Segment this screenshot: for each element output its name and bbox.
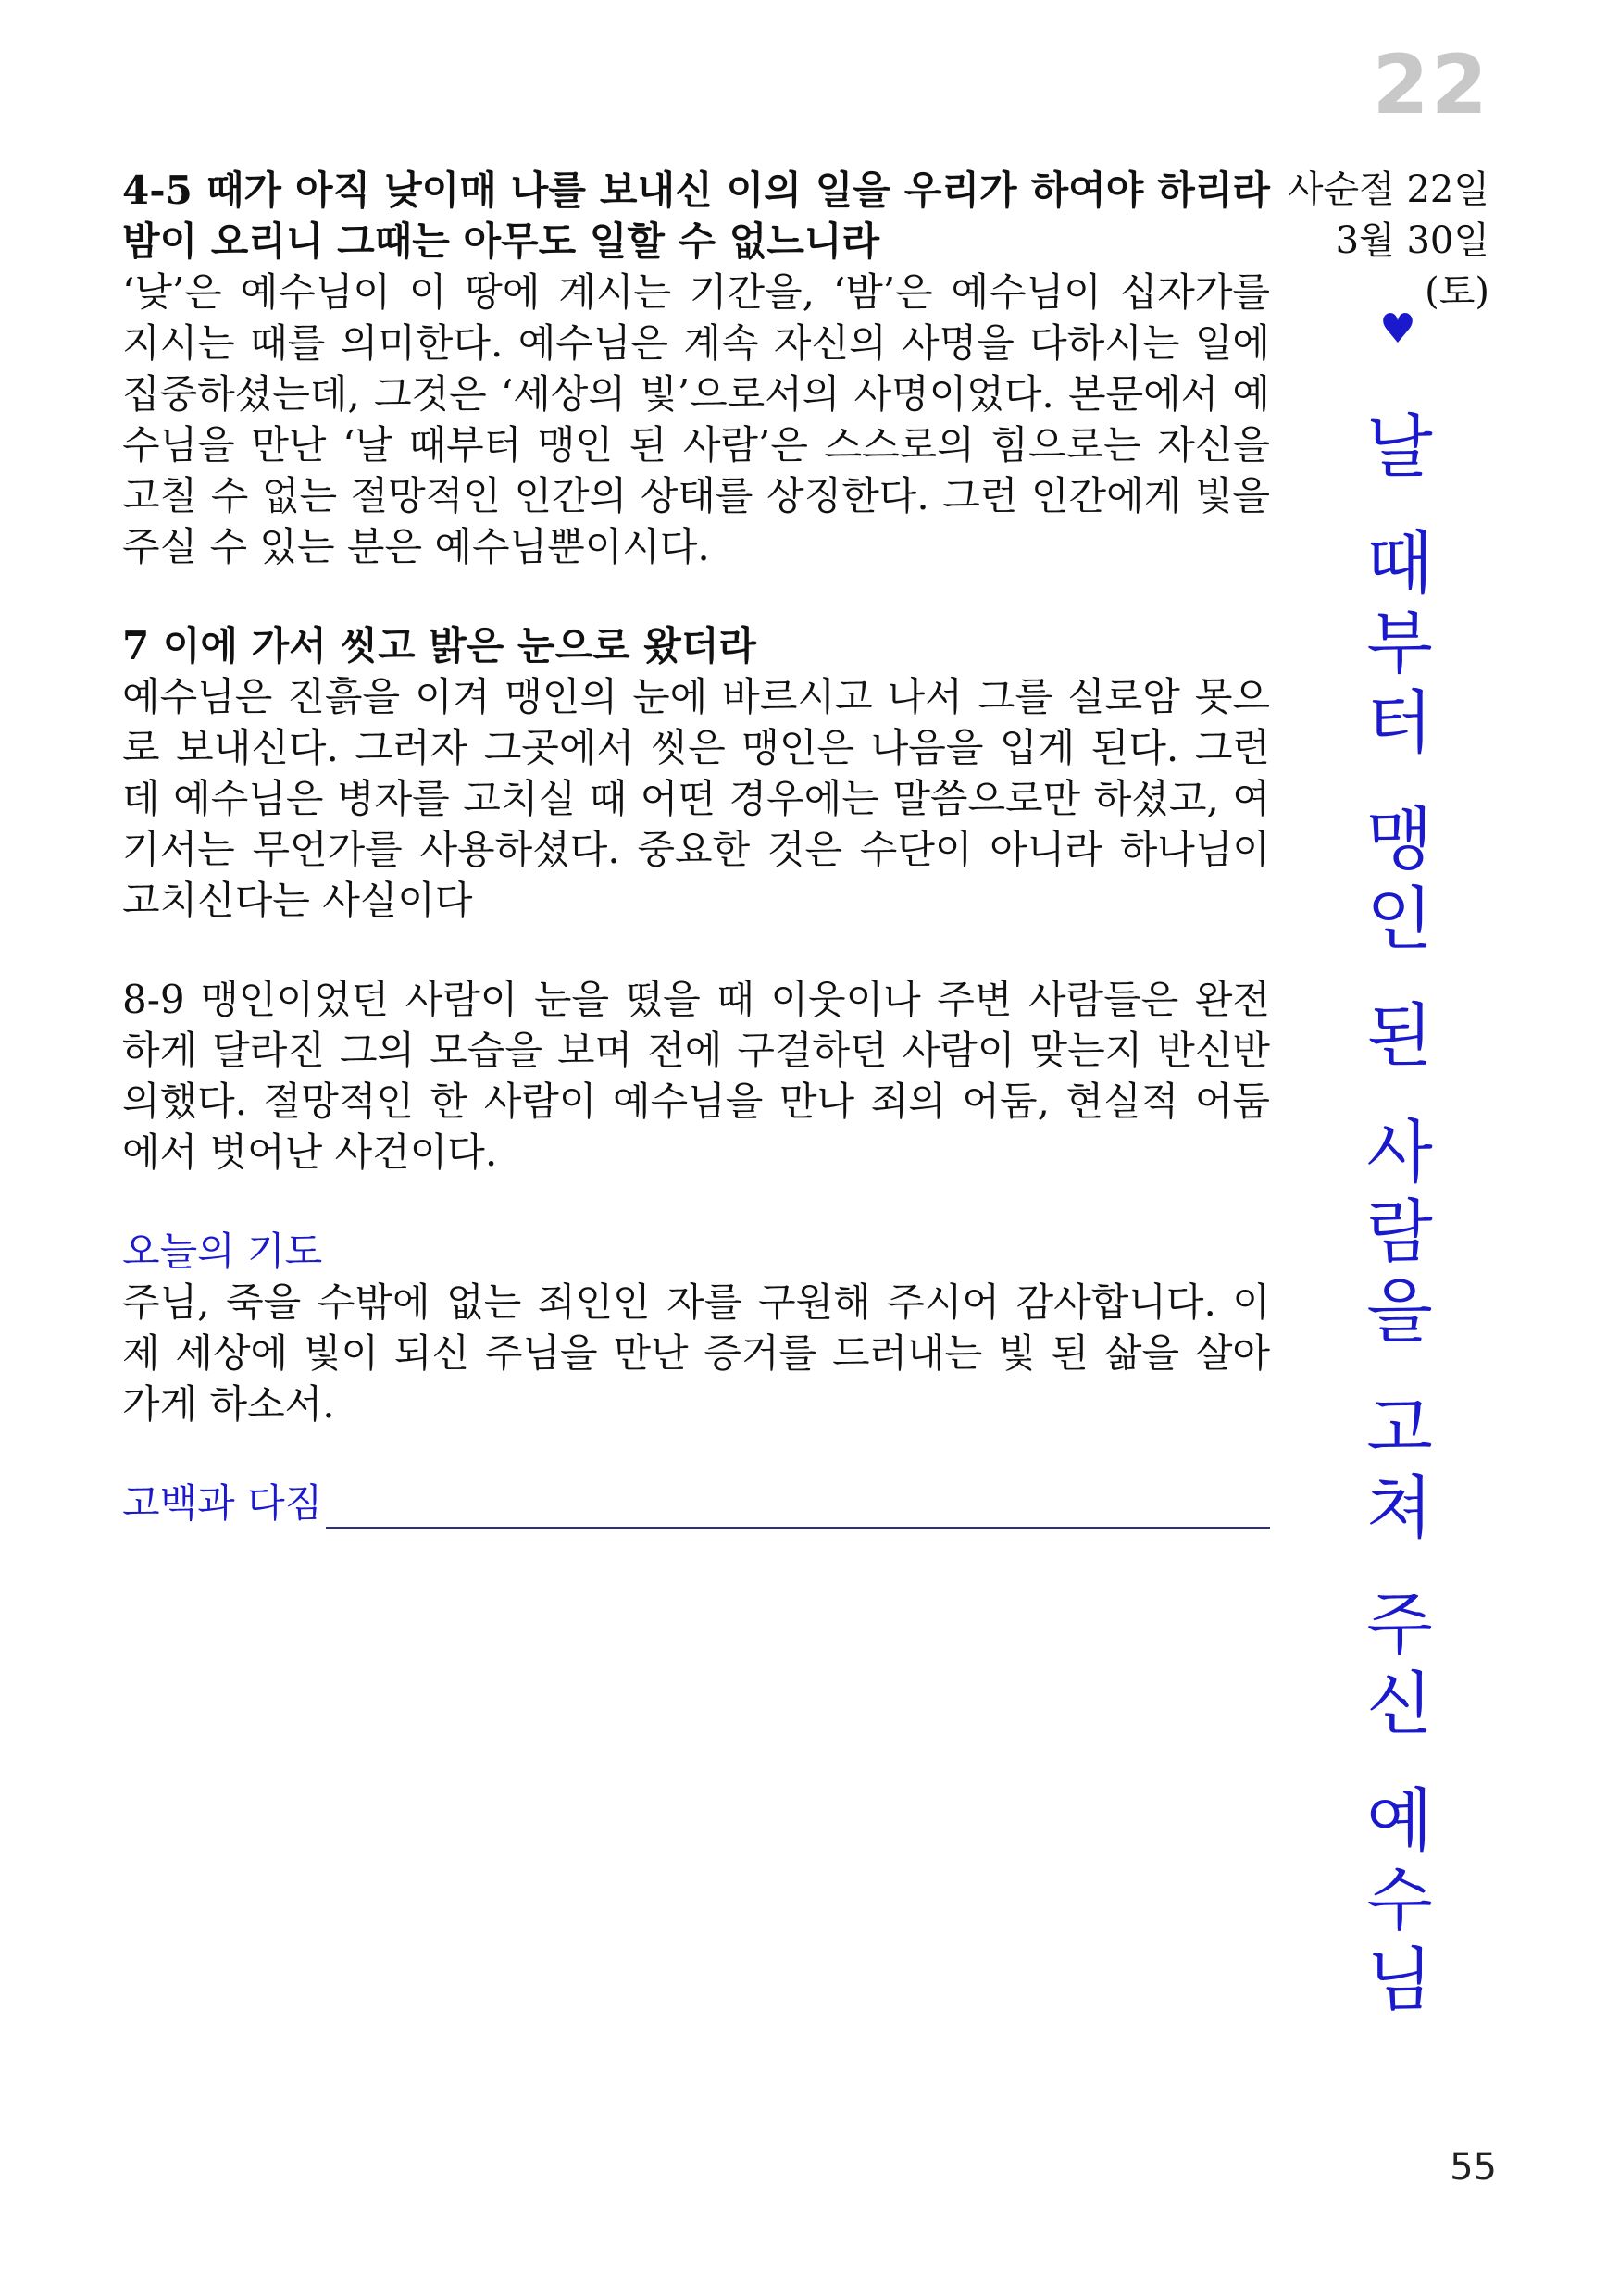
title-word <box>1344 996 1455 1076</box>
confession-write-line[interactable] <box>326 1486 1270 1529</box>
heart-icon: ♥ <box>1379 306 1416 353</box>
title-word <box>1344 407 1455 487</box>
page-number: 55 <box>1450 2146 1497 2189</box>
title-char: 쳐 <box>1366 1468 1433 1548</box>
title-char: 사 <box>1366 1113 1433 1192</box>
confession-row <box>122 1478 1270 1529</box>
title-char: 된 <box>1366 996 1433 1076</box>
title-char: 때 <box>1366 524 1433 604</box>
title-word <box>1344 1781 1455 2020</box>
commentary-1: ‘낮’은 예수님이 이 땅에 계시는 기간을, ‘밤’은 예수님이 십자가를 지시는 때를 의미한다. 예수님은 계속 자신의 사명을 다하시는 일에 집중하셨는데, 그것은 ‘세상의 빛’으로서의 사명이었다. 본문에서 예수님을 만난 ‘날 때부터 맹인 된 사람’은 스스로의 힘으로는 자신을 고칠 수 없는 절망적인 인간의 상태를 상징한다. 그런 인간에게 빛을 주실 수 있는 분은 예수님뿐이시다. <box>122 269 1270 569</box>
title-word <box>1344 1585 1455 1744</box>
section-3 <box>122 974 1270 1178</box>
calendar-date: 3월 30일(토) <box>1335 219 1489 313</box>
title-char: 님 <box>1366 1940 1433 2020</box>
section-2 <box>122 620 1270 926</box>
commentary-2: 예수님은 진흙을 이겨 맹인의 눈에 바르시고 나서 그를 실로암 못으로 보내신다. 그러자 그곳에서 씻은 맹인은 나음을 입게 된다. 그런데 예수님은 병자를 고치실 때 어떤 경우에는 말씀으로만 하셨고, 여기서는 무언가를 사용하셨다. 중요한 것은 수단이 아니라 하나님이 고치신다는 사실이다 <box>122 674 1270 923</box>
title-char: 을 <box>1366 1272 1433 1352</box>
prayer-body: 주님, 죽을 수밖에 없는 죄인인 자를 구원해 주시어 감사합니다. 이제 세상에 빛이 되신 주님을 만난 증거를 드러내는 빛 된 삶을 살아가게 하소서. <box>122 1279 1270 1427</box>
title-char: 부 <box>1366 604 1433 683</box>
title-char: 수 <box>1366 1861 1433 1940</box>
title-word <box>1344 524 1455 763</box>
title-word <box>1344 1113 1455 1352</box>
title-char: 람 <box>1366 1192 1433 1272</box>
commentary-3: 8-9 맹인이었던 사람이 눈을 떴을 때 이웃이나 주변 사람들은 완전하게 달라진 그의 모습을 보며 전에 구걸하던 사람이 맞는지 반신반의했다. 절망적인 한 사람이 예수님을 만나 죄의 어둠, 현실적 어둠에서 벗어난 사건이다. <box>122 977 1270 1175</box>
title-word <box>1344 800 1455 959</box>
title-char: 터 <box>1366 683 1433 763</box>
title-char: 신 <box>1366 1665 1433 1744</box>
verse-heading-1: 4-5 때가 아직 낮이매 나를 보내신 이의 일을 우리가 하여야 하리라 밤이 오리니 그때는 아무도 일할 수 없느니라 <box>122 168 1270 264</box>
date-box <box>1277 165 1489 318</box>
title-char: 인 <box>1366 880 1433 959</box>
section-1 <box>122 165 1270 572</box>
title-char: 주 <box>1366 1585 1433 1665</box>
title-char: 예 <box>1366 1781 1433 1861</box>
main-content <box>122 165 1270 1529</box>
verse-heading-2: 7 이에 가서 씻고 밝은 눈으로 왔더라 <box>122 623 756 668</box>
lent-day: 사순절 22일 <box>1287 168 1489 211</box>
confession-label: 고백과 다짐 <box>122 1480 323 1526</box>
title-char: 날 <box>1366 407 1433 487</box>
title-word <box>1344 1389 1455 1548</box>
title-char: 맹 <box>1366 800 1433 880</box>
title-char: 고 <box>1366 1389 1433 1468</box>
vertical-title <box>1344 407 1455 2057</box>
prayer-heading: 오늘의 기도 <box>122 1229 323 1274</box>
day-number: 22 <box>1372 37 1489 132</box>
prayer-section <box>122 1226 1270 1429</box>
